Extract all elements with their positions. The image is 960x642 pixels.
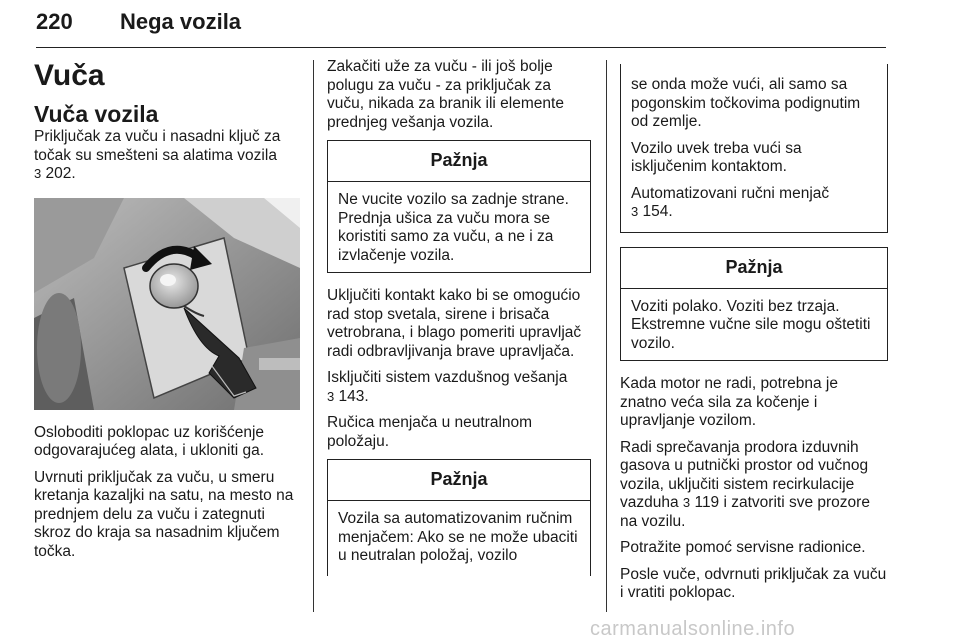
caution-text [631, 185, 879, 222]
column-divider-2 [606, 60, 607, 612]
paragraph [327, 369, 591, 406]
column-divider-1 [313, 60, 314, 612]
caution-body [328, 501, 590, 576]
paragraph-text: i zatvoriti sve prozore na vozilu. [620, 494, 870, 530]
watermark: carmanualsonline.info [590, 618, 796, 640]
caution-box [620, 247, 888, 362]
caution-box [327, 140, 591, 273]
page-ref-icon: 3 [34, 166, 42, 181]
paragraph [620, 439, 888, 532]
caution-text: se onda može vući, ali samo sa pogonskim točkovima podignutim od zemlje. [631, 76, 861, 130]
paragraph [34, 128, 302, 184]
paragraph: Uključiti kontakt kako bi se omogućio rad stop svetala, sirene i brisača vetrobrana, i blago pomeriti upravljač radi odbravljivanja brave upravljača. [327, 287, 582, 360]
paragraph: Zakačiti uže za vuču - ili još bolje polugu za vuču - za priključak za vuču, nikada za branik ili elemente prednjeg vešanja vozila. [327, 58, 564, 131]
section-heading: Vuča [34, 59, 105, 92]
paragraph: Potražite pomoć servisne radionice. [620, 539, 866, 556]
page-ref-link[interactable]: 119 [694, 494, 720, 511]
caution-body [621, 64, 887, 232]
page-ref-icon: 3 [682, 495, 691, 510]
caution-text: Vozilo uvek treba vući sa isključenim kontaktom. [631, 139, 802, 175]
caution-body [328, 182, 590, 272]
caution-box [327, 459, 591, 576]
caution-title: Pažnja [621, 248, 887, 289]
caution-box-continued [620, 64, 888, 233]
page-title: Nega vozila [120, 9, 242, 34]
page-ref-link[interactable]: 143. [338, 387, 369, 405]
caution-text: Voziti polako. Voziti bez trzaja. Ekstremne vučne sile mogu oštetiti vozilo. [631, 297, 871, 352]
tow-eye-cover-illustration [34, 198, 300, 410]
page-ref-link[interactable]: 154. [642, 203, 673, 220]
paragraph: Ručica menjača u neutralnom položaju. [327, 414, 533, 450]
paragraph: Kada motor ne radi, potrebna je znatno veća sila za kočenje i upravljanje vozilom. [620, 375, 838, 429]
caution-text-part: Automatizovani ručni menjač [631, 184, 830, 202]
page-number: 220 [36, 9, 73, 34]
column-2 [327, 58, 591, 576]
column-1 [34, 58, 302, 569]
paragraph: Uvrnuti priključak za vuču, u smeru kretanja kazaljki na satu, na mesto na prednjem delu za vuču i zategnuti skroz do kraja sa nasadnim ključem točka. [34, 468, 294, 560]
column-3 [620, 58, 888, 611]
page-ref-icon: 3 [631, 204, 639, 219]
paragraph-text: Radi sprečavanja prodora izduvnih gasova u putnički prostor od vučnog vozila, uključiti sistem recirkulacije vazduha [620, 438, 869, 511]
caution-text: Vozila sa automatizovanim ručnim menjačem: Ako se ne može ubaciti u neutralan položaj, vozilo [338, 510, 578, 564]
page-ref-link[interactable]: 202. [45, 165, 76, 182]
page-header [36, 6, 886, 48]
paragraph-text: Isključiti sistem vazdušnog vešanja [327, 369, 568, 386]
page-ref-icon: 3 [327, 388, 335, 404]
caution-body [621, 289, 887, 361]
caution-text: Ne vucite vozilo sa zadnje strane. Prednja ušica za vuču mora se koristiti samo za vuču, a ne i za izvlačenje vozila. [338, 191, 569, 264]
caution-title: Pažnja [328, 141, 590, 182]
subsection-heading: Vuča vozila [34, 101, 159, 127]
paragraph: Osloboditi poklopac uz korišćenje odgovarajućeg alata, i ukloniti ga. [34, 423, 265, 459]
paragraph-text: Priključak za vuču i nasadni ključ za točak su smešteni sa alatima vozila [34, 128, 281, 164]
caution-title: Pažnja [328, 460, 590, 501]
paragraph: Posle vuče, odvrnuti priključak za vuču i vratiti poklopac. [620, 565, 887, 601]
